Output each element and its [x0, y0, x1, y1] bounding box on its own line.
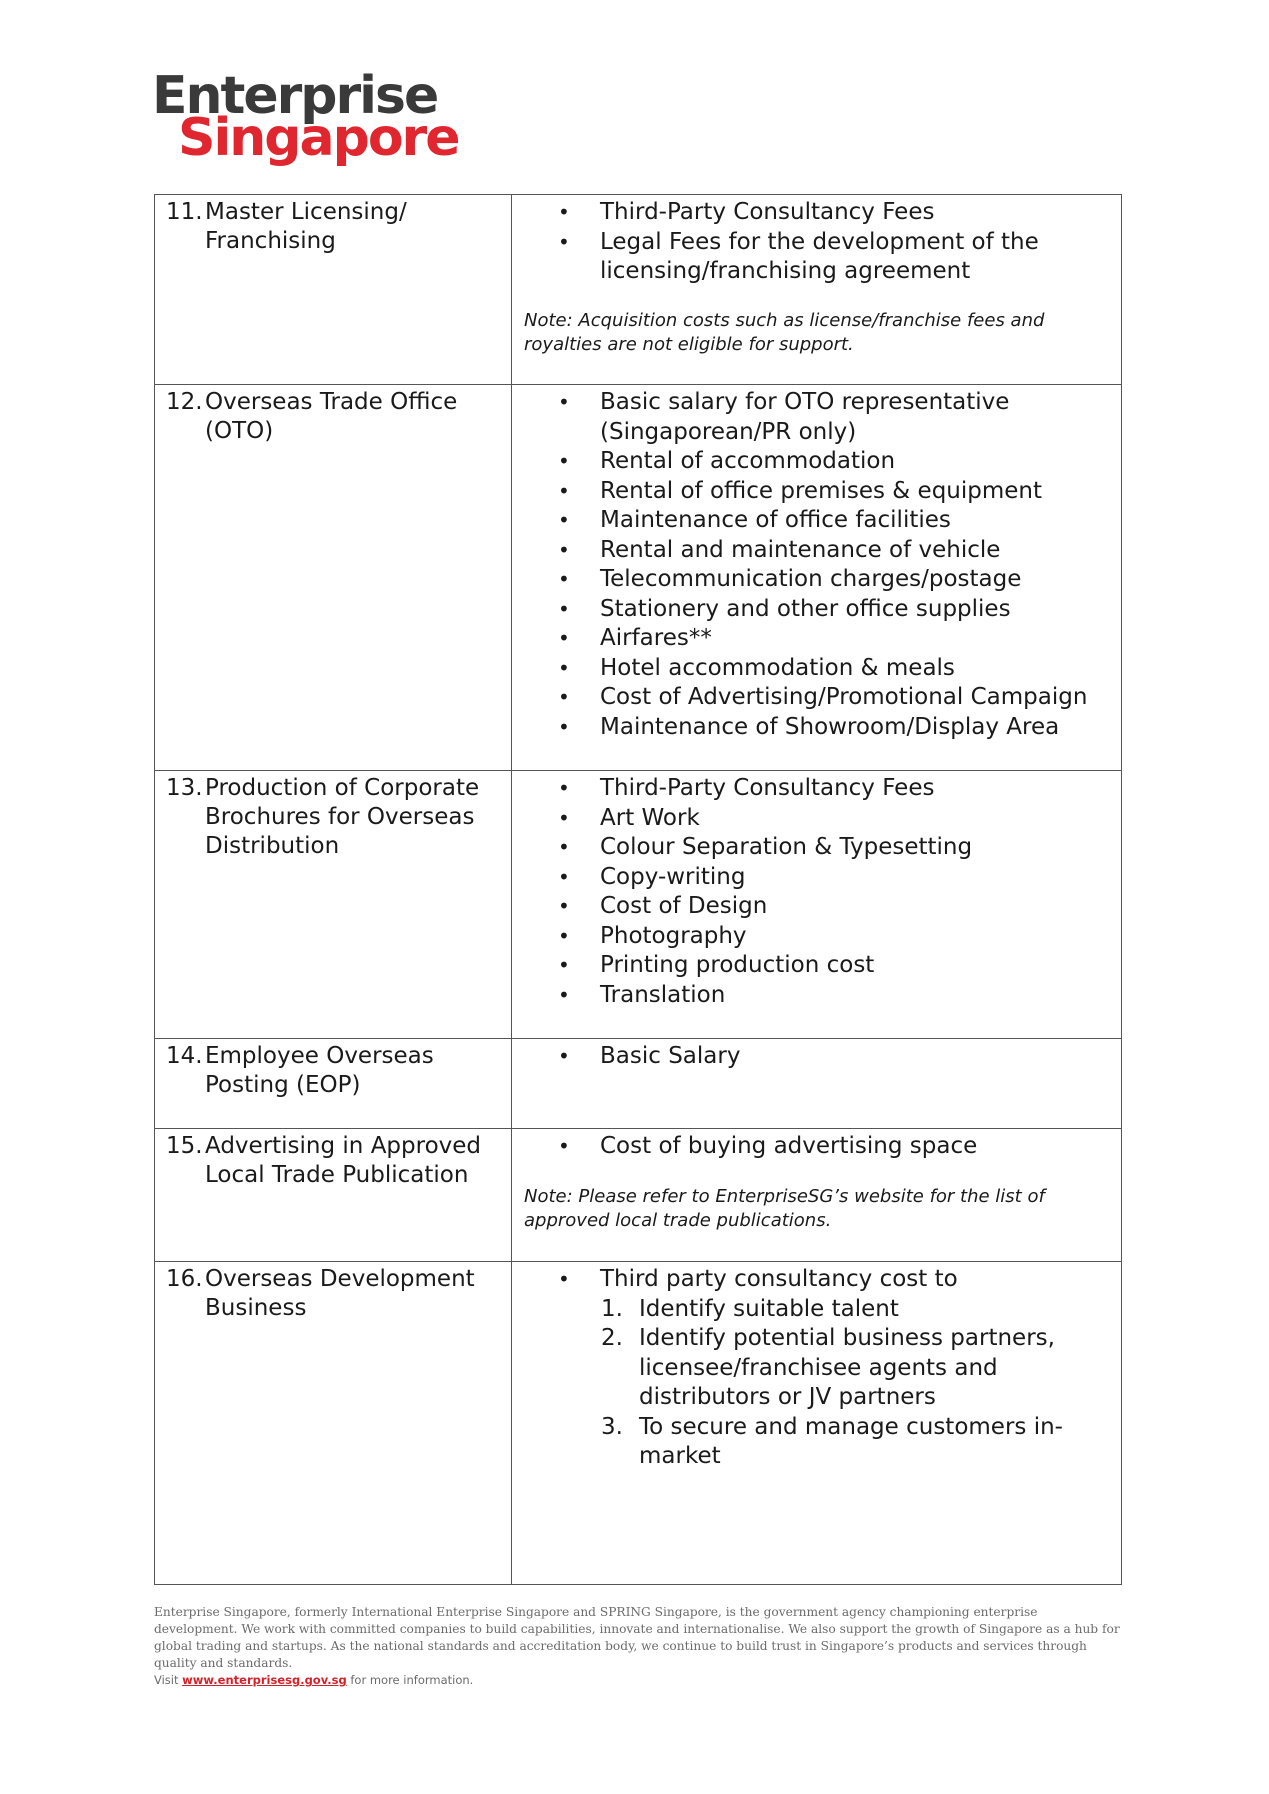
list-item: • Rental of office premises & equipment	[512, 477, 1107, 507]
item-number: 14.	[166, 1043, 203, 1069]
item-cell	[155, 1262, 512, 1585]
cost-list	[512, 1129, 1121, 1162]
list-item: • Copy-writing	[512, 863, 1107, 893]
list-item: • Cost of Advertising/Promotional Campaign	[512, 683, 1107, 713]
table-row	[155, 1262, 1122, 1585]
list-item: • Colour Separation & Typesetting	[512, 833, 1107, 863]
enterprise-singapore-logo	[152, 66, 459, 168]
table-row	[155, 195, 1122, 385]
note-text: Note: Please refer to EnterpriseSG’s website for the list of approved local trade publications.	[524, 1185, 1045, 1231]
item-cell	[155, 1129, 512, 1262]
item-title: Production of Corporate Brochures for Overseas Distribution	[205, 775, 480, 859]
list-item: • Third-Party Consultancy Fees	[512, 198, 1107, 228]
list-item: • Maintenance of office facilities	[512, 506, 1107, 536]
item-cell	[155, 195, 512, 385]
sub-list-item	[512, 1324, 1107, 1413]
costs-cell	[512, 385, 1122, 771]
eligible-costs-table	[154, 194, 1122, 1585]
table-row	[155, 385, 1122, 771]
footer	[154, 1604, 1122, 1689]
list-item: • Printing production cost	[512, 951, 1107, 981]
item-number: 16.	[166, 1266, 203, 1292]
costs-cell	[512, 1129, 1122, 1262]
cost-list	[512, 771, 1121, 1010]
sub-item-text: To secure and manage customers in-market	[639, 1413, 1063, 1469]
website-link[interactable]: www.enterprisesg.gov.sg	[182, 1673, 347, 1687]
list-item: • Cost of Design	[512, 892, 1107, 922]
costs-cell	[512, 1262, 1122, 1585]
item-title: Master Licensing/ Franchising	[205, 199, 407, 254]
list-item: • Legal Fees for the development of the licensing/franchising agreement	[512, 228, 1107, 287]
sub-list-item	[512, 1413, 1107, 1472]
table-row	[155, 771, 1122, 1039]
item-number: 15.	[166, 1133, 203, 1159]
list-item: • Telecommunication charges/postage	[512, 565, 1107, 595]
list-item: • Stationery and other office supplies	[512, 595, 1107, 625]
logo-line-1: Enterprise	[152, 66, 438, 126]
sub-item-number: 3.	[601, 1413, 623, 1440]
footer-description: Enterprise Singapore, formerly International Enterprise Singapore and SPRING Singapore, is the government agency championing enterprise development. We work with committed companies to build capabilities, innovate and internationalise. We also support the growth of Singapore as a hub for global trading and startups. As the national standards and accreditation body, we continue to build trust in Singapore’s products and services through quality and standards.	[154, 1605, 1120, 1670]
table-row	[155, 1039, 1122, 1129]
sub-item-number: 1.	[601, 1295, 623, 1322]
list-item: • Maintenance of Showroom/Display Area	[512, 713, 1107, 743]
costs-cell	[512, 195, 1122, 385]
note-text: Note: Acquisition costs such as license/franchise fees and royalties are not eligible for support.	[524, 309, 1045, 355]
footer-visit-suffix: for more information.	[350, 1673, 474, 1687]
list-item: • Third party consultancy cost to	[512, 1265, 1107, 1295]
item-title: Overseas Trade Office (OTO)	[205, 389, 458, 444]
costs-cell	[512, 1039, 1122, 1129]
list-item: • Rental and maintenance of vehicle	[512, 536, 1107, 566]
list-item: • Airfares**	[512, 624, 1107, 654]
footer-visit-line	[154, 1672, 1122, 1689]
item-title: Advertising in Approved Local Trade Publication	[205, 1133, 482, 1188]
item-cell	[155, 385, 512, 771]
list-item: • Basic Salary	[512, 1042, 1107, 1072]
cost-list	[512, 1262, 1121, 1295]
item-title: Overseas Development Business	[205, 1266, 475, 1321]
cost-list	[512, 195, 1121, 287]
list-item: • Rental of accommodation	[512, 447, 1107, 477]
costs-cell	[512, 771, 1122, 1039]
sub-item-text: Identify suitable talent	[639, 1295, 899, 1322]
footer-visit-prefix: Visit	[154, 1673, 179, 1687]
list-item: • Photography	[512, 922, 1107, 952]
item-number: 12.	[166, 389, 203, 415]
list-item: • Cost of buying advertising space	[512, 1132, 1107, 1162]
numbered-sub-list	[512, 1295, 1121, 1472]
item-title: Employee Overseas Posting (EOP)	[205, 1043, 434, 1098]
list-item: • Art Work	[512, 804, 1107, 834]
sub-item-number: 2.	[601, 1325, 623, 1351]
table-row	[155, 1129, 1122, 1262]
list-item: • Hotel accommodation & meals	[512, 654, 1107, 684]
sub-item-text: Identify potential business partners, licensee/franchisee agents and distributors or JV partners	[639, 1325, 1055, 1410]
list-item: • Third-Party Consultancy Fees	[512, 774, 1107, 804]
item-number: 11.	[166, 199, 203, 225]
logo-line-2: Singapore	[178, 108, 459, 168]
list-item: • Basic salary for OTO representative (Singaporean/PR only)	[512, 388, 1107, 447]
list-item: • Translation	[512, 981, 1107, 1011]
sub-list-item	[512, 1295, 1107, 1325]
item-cell	[155, 771, 512, 1039]
item-number: 13.	[166, 775, 203, 801]
cost-list	[512, 1039, 1121, 1072]
cost-list	[512, 385, 1121, 742]
item-cell	[155, 1039, 512, 1129]
